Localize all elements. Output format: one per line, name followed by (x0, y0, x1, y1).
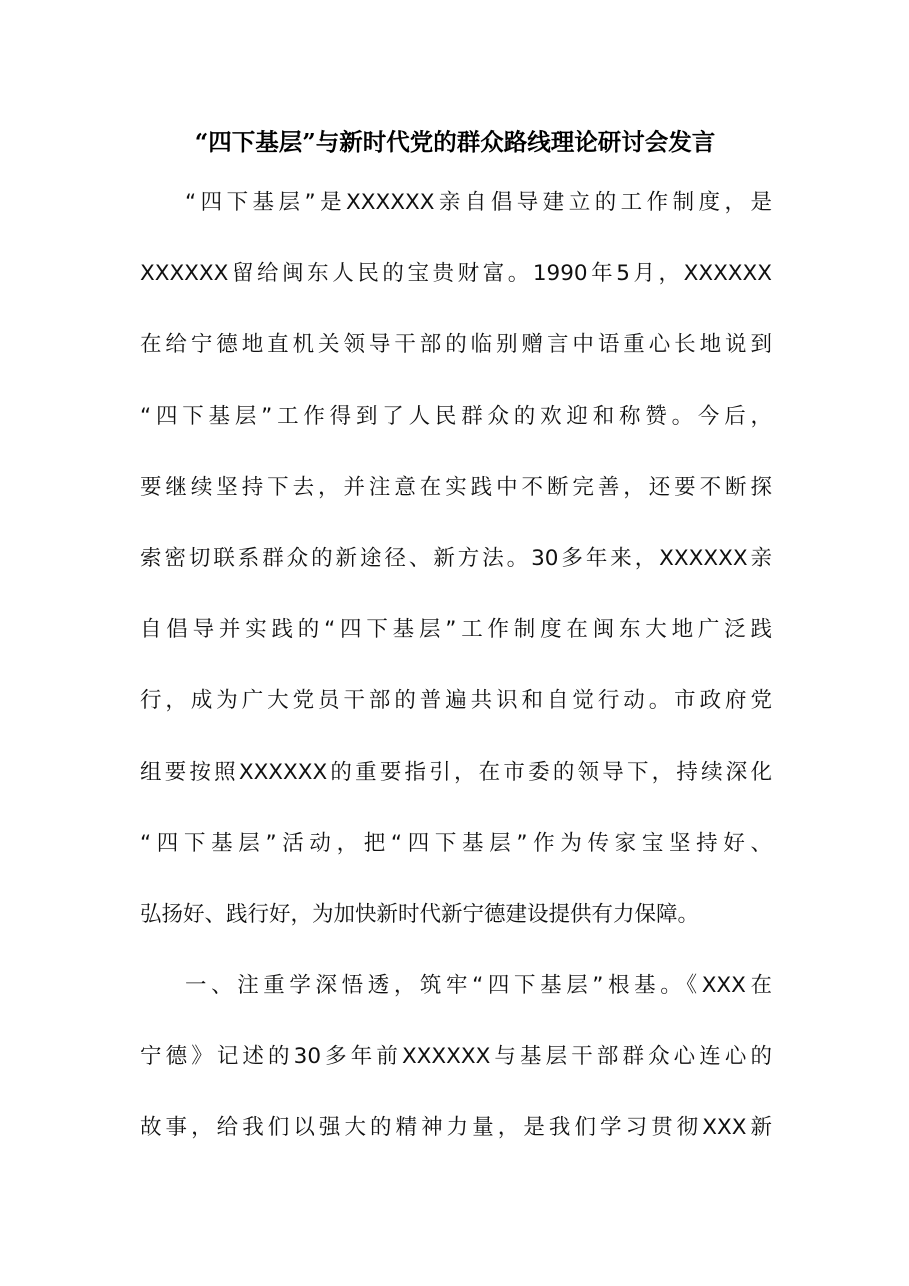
paragraph-line: “四下基层”工作得到了人民群众的欢迎和称赞。今后， (140, 403, 772, 429)
paragraph-line: 宁德》记述的30多年前XXXXXX与基层干部群众心连心的 (140, 1044, 772, 1070)
document-body (140, 178, 772, 1175)
paragraph-line: 一、注重学深悟透，筑牢“四下基层”根基。《XXX在 (185, 973, 772, 999)
paragraph-line: 弘扬好、践行好，为加快新时代新宁德建设提供有力保障。 (140, 901, 700, 927)
paragraph-line: 在给宁德地直机关领导干部的临别赠言中语重心长地说到 (140, 332, 772, 358)
paragraph-line: 组要按照XXXXXX的重要指引，在市委的领导下，持续深化 (140, 759, 772, 785)
paragraph-line: “四下基层”活动，把“四下基层”作为传家宝坚持好、 (140, 830, 772, 856)
paragraph-line: “四下基层”是XXXXXX亲自倡导建立的工作制度，是 (185, 190, 772, 215)
paragraph-line: 自倡导并实践的“四下基层”工作制度在闽东大地广泛践 (140, 617, 772, 643)
paragraph-line: XXXXXX留给闽东人民的宝贵财富。1990年5月，XXXXXX (140, 261, 772, 287)
paragraph-line: 行，成为广大党员干部的普遍共识和自觉行动。市政府党 (140, 688, 772, 714)
paragraph-line: 故事，给我们以强大的精神力量，是我们学习贯彻XXX新 (140, 1115, 772, 1141)
document-title: “四下基层”与新时代党的群众路线理论研讨会发言 (194, 128, 716, 156)
paragraph-line: 索密切联系群众的新途径、新方法。30多年来，XXXXXX亲 (140, 545, 772, 571)
paragraph-line: 要继续坚持下去，并注意在实践中不断完善，还要不断探 (140, 474, 772, 500)
